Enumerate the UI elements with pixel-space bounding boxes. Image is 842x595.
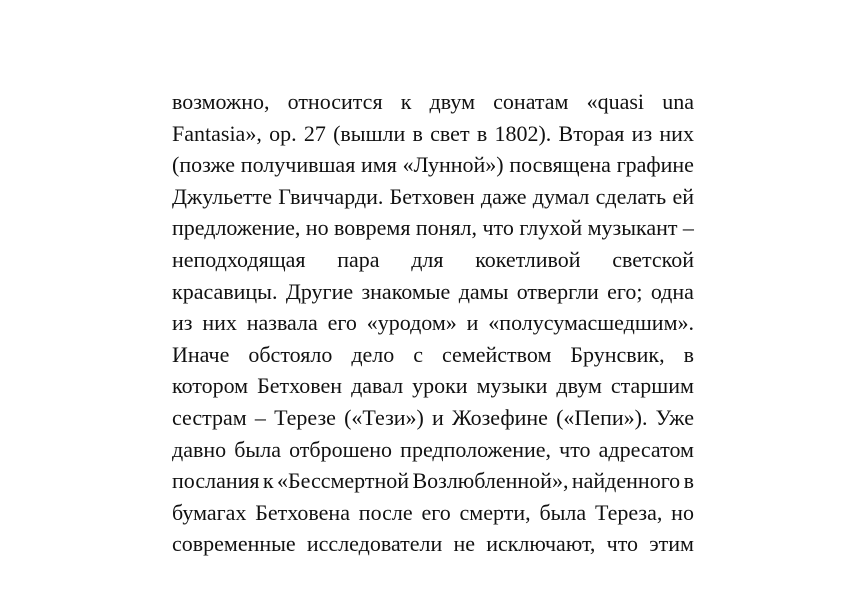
word: в: [683, 341, 694, 367]
word: Тереза,: [594, 499, 663, 525]
word: этим: [649, 531, 694, 557]
word: в: [476, 120, 488, 146]
word: Другие: [285, 278, 354, 304]
word: из: [631, 120, 653, 146]
word: исключают,: [486, 531, 596, 557]
word: одна: [650, 278, 694, 304]
word: красавицы.: [172, 278, 278, 304]
text-line: [172, 528, 694, 560]
word: вовремя: [334, 215, 411, 241]
word: Джульетте: [172, 183, 273, 209]
word: но: [305, 215, 329, 241]
word: дело: [351, 341, 395, 367]
word: для: [411, 246, 444, 272]
word: сделать: [595, 183, 667, 209]
word: (позже: [172, 152, 236, 178]
text-line: [172, 276, 694, 308]
word: к: [262, 468, 274, 494]
word: но: [671, 499, 694, 525]
word: даже: [480, 183, 527, 209]
text-line: [172, 497, 694, 529]
text-line: [172, 434, 694, 466]
word: Бетховен: [257, 373, 343, 399]
word: Гвиччарди.: [278, 183, 384, 209]
word: не: [453, 531, 475, 557]
word: 27: [303, 120, 326, 146]
word: глухой: [519, 215, 583, 241]
word: Иначе: [172, 341, 230, 367]
word: них: [659, 120, 694, 146]
word: обстояло: [248, 341, 333, 367]
word: предложение,: [172, 215, 301, 241]
word: старшим: [610, 373, 694, 399]
word: относится: [287, 89, 383, 114]
word: была: [539, 499, 587, 525]
word: имя: [361, 152, 397, 178]
word: с: [413, 341, 423, 367]
word: Вторая: [558, 120, 625, 146]
word: назвала: [246, 310, 318, 336]
word: Жозефине: [452, 404, 548, 430]
text-line: [172, 118, 694, 150]
word: отвергли: [516, 278, 599, 304]
word: предположение,: [400, 436, 552, 462]
word: –: [254, 404, 266, 430]
word: уроки: [412, 373, 468, 399]
word: музыки: [476, 373, 548, 399]
word: из: [172, 310, 193, 336]
word: ей: [672, 183, 694, 209]
word: возможно,: [172, 89, 270, 114]
word: Бетховена: [255, 499, 350, 525]
text-line: [172, 181, 694, 213]
word: свет: [430, 120, 470, 146]
word: сонатам: [493, 89, 569, 114]
word: «Бессмертной: [277, 468, 410, 494]
word: получившая: [240, 152, 356, 178]
word: una: [662, 89, 694, 114]
word: дамы: [458, 278, 509, 304]
word: знакомые: [361, 278, 451, 304]
word: и: [466, 310, 479, 336]
word: (вышли: [333, 120, 406, 146]
text-line: [172, 370, 694, 402]
word: после: [358, 499, 413, 525]
word: графине: [616, 152, 694, 178]
word: семейством: [441, 341, 552, 367]
word: («Тези»): [344, 404, 424, 430]
word: музыкант: [587, 215, 678, 241]
word: его: [327, 310, 357, 336]
word: была: [234, 436, 281, 462]
word: послания: [172, 468, 260, 494]
word: неподходящая: [172, 246, 306, 272]
word: Возлюбленной»,: [412, 468, 569, 494]
word: и: [432, 404, 444, 430]
word: думал: [532, 183, 590, 209]
word: отброшено: [289, 436, 393, 462]
word: 1802).: [494, 120, 552, 146]
word: –: [682, 215, 694, 241]
word: Брунсвик,: [570, 341, 665, 367]
text-line: [172, 212, 694, 244]
word: («Пепи»).: [556, 404, 648, 430]
word: «quasi: [586, 89, 645, 114]
word: его;: [607, 278, 643, 304]
word: в: [412, 120, 423, 146]
word: адресатом: [598, 436, 694, 462]
word: светской: [612, 246, 694, 272]
word: котором: [172, 373, 249, 399]
word: его: [421, 499, 451, 525]
word: Бетховен: [389, 183, 475, 209]
word: двум: [556, 373, 602, 399]
word: что: [482, 215, 514, 241]
word: пара: [337, 246, 380, 272]
word: бумагах: [172, 499, 247, 525]
text-line: [172, 465, 694, 497]
word: смерти,: [459, 499, 531, 525]
word: найденного: [571, 468, 681, 494]
word: «Лунной»): [402, 152, 504, 178]
text-line: [172, 402, 694, 434]
word: Уже: [655, 404, 694, 430]
word: сестрам: [172, 404, 247, 430]
word: посвящена: [509, 152, 611, 178]
text-line: [172, 86, 694, 118]
word: понял,: [415, 215, 478, 241]
text-line: [172, 244, 694, 276]
word: в: [683, 468, 694, 494]
word: «полусумасшедшим».: [488, 310, 694, 336]
word: давно: [172, 436, 227, 462]
word: ор.: [269, 120, 297, 146]
word: «уродом»: [366, 310, 457, 336]
word: исследователи: [306, 531, 443, 557]
word: давал: [351, 373, 404, 399]
word: кокетливой: [475, 246, 581, 272]
word: Fantasia»,: [172, 120, 262, 146]
body-text: [172, 86, 694, 560]
word: что: [559, 436, 591, 462]
word: современные: [172, 531, 296, 557]
word: Терезе: [274, 404, 336, 430]
text-line: [172, 339, 694, 371]
text-line: [172, 307, 694, 339]
word: что: [606, 531, 639, 557]
word: них: [202, 310, 237, 336]
word: к: [400, 89, 412, 114]
text-line: [172, 149, 694, 181]
word: двум: [429, 89, 476, 114]
